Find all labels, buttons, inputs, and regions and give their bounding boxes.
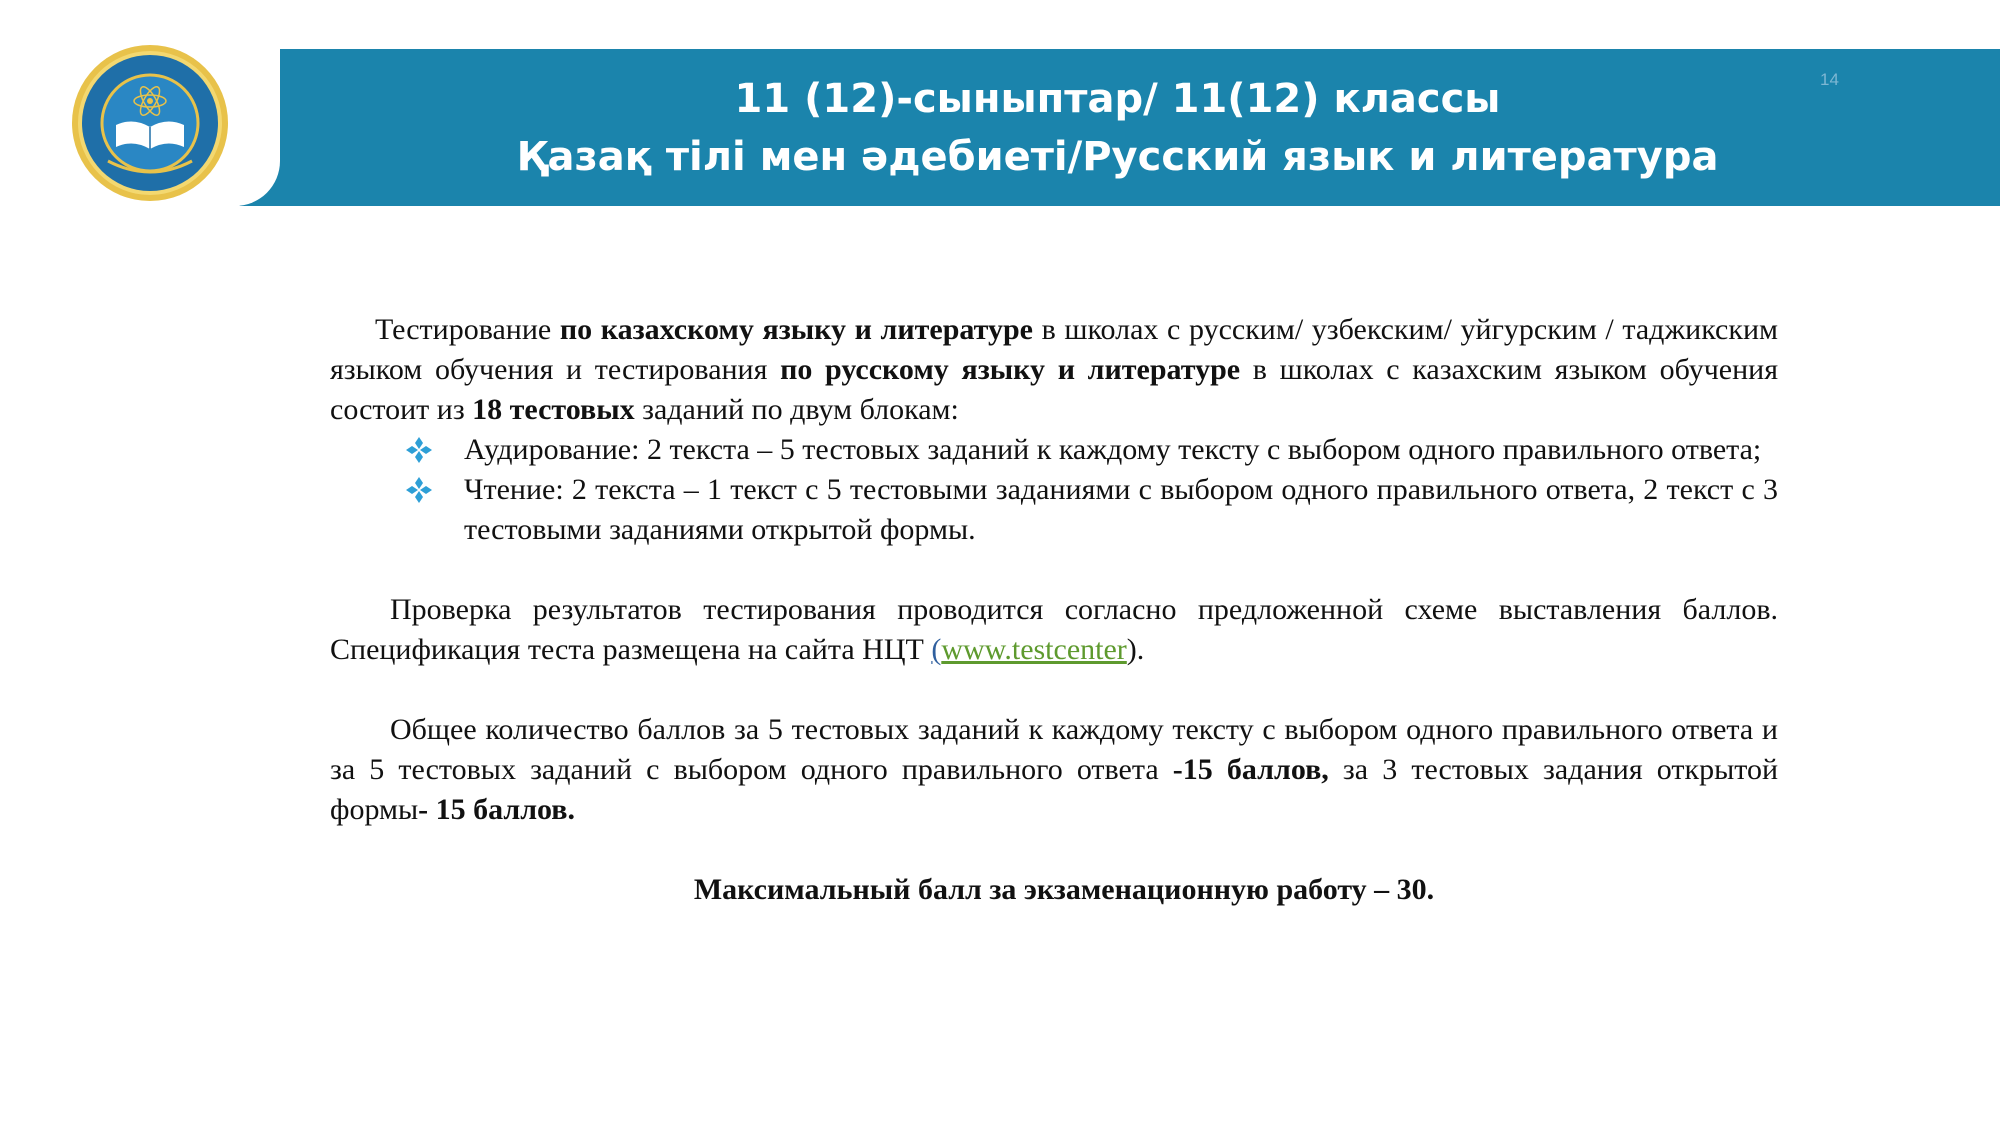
spacer <box>330 550 1778 590</box>
testcenter-link[interactable]: www.testcenter <box>941 633 1127 666</box>
max-score-statement: Максимальный балл за экзаменационную работу – 30. <box>693 873 1435 906</box>
bullet-list <box>330 430 1778 550</box>
bullet-text: Аудирование: 2 текста – 5 тестовых заданий к каждому тексту с выбором одного правильного ответа; <box>464 433 1762 466</box>
text-run: заданий по двум блокам: <box>634 393 959 426</box>
list-item <box>330 430 1778 470</box>
bold-run: 18 тестовых <box>472 393 635 426</box>
text-run: Проверка результатов тестирования проводится согласно предложенной схеме выставления баллов. Спецификация теста размещена на сайта НЦТ <box>330 593 1778 666</box>
text-run: за 3 тестовых задания открытой формы <box>330 753 1779 826</box>
link-paren: ( <box>931 633 942 666</box>
page-title <box>235 49 2000 206</box>
bullet-text: Чтение: 2 текста – 1 текст с 5 тестовыми заданиями с выбором одного правильного ответа, 2 текст с 3 тестовыми заданиями открытой формы. <box>464 473 1778 546</box>
ministry-emblem-icon <box>68 43 233 203</box>
bold-run: по казахскому языку и литературе <box>559 313 1033 346</box>
text-run: ). <box>1126 633 1145 666</box>
bold-run: -15 баллов, <box>1172 753 1329 786</box>
slide-content <box>330 310 1778 910</box>
bold-run: по русскому языку и литературе <box>780 353 1241 386</box>
bold-run: - 15 баллов. <box>418 793 575 826</box>
diamond-bullet-icon <box>405 476 433 504</box>
text-run: Общее количество баллов за 5 тестовых заданий к каждому тексту с выбором одного правильного ответа и за 5 тестовых заданий с выбором одного правильного ответа <box>330 713 1778 786</box>
text-run: в школах с русским/ узбекским/ уйгурским / таджикским языком обучения и тестирования <box>330 313 1778 386</box>
slide-number: 14 <box>1820 70 1839 89</box>
paragraph-verification <box>330 590 1778 670</box>
paragraph-test-structure <box>330 310 1778 430</box>
title-line-1: 11 (12)-сыныптар/ 11(12) классы <box>734 75 1501 122</box>
list-item <box>330 470 1778 550</box>
spacer <box>330 670 1778 710</box>
paragraph-scoring <box>330 710 1778 830</box>
title-line-2: Қазақ тілі мен әдебиеті/Русский язык и литература <box>516 133 1719 180</box>
diamond-bullet-icon <box>405 436 433 464</box>
spacer <box>330 830 1778 870</box>
text-run: в школах с казахским языком обучения состоит из <box>330 353 1779 426</box>
text-run: Тестирование <box>375 313 560 346</box>
